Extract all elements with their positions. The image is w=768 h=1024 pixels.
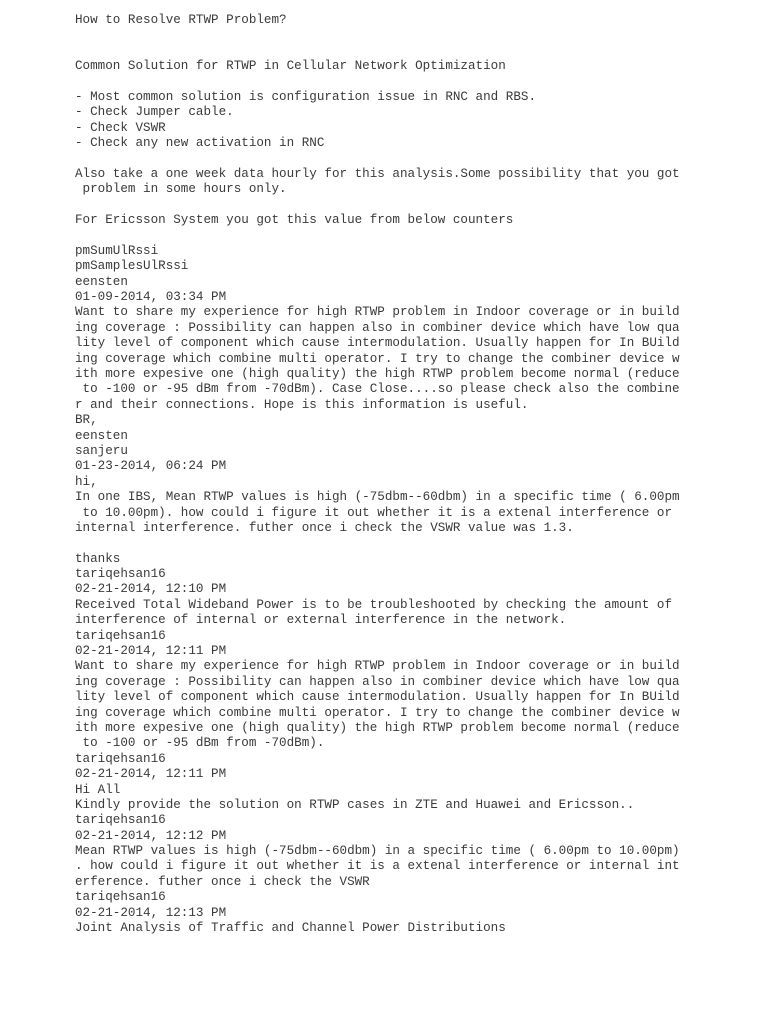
text-line bbox=[75, 198, 755, 213]
text-line: Common Solution for RTWP in Cellular Network Optimization bbox=[75, 59, 506, 74]
text-line bbox=[75, 536, 755, 551]
text-line: thanks bbox=[75, 551, 121, 566]
text-line: Want to share my experience for high RTWP problem in Indoor coverage or in build bbox=[75, 659, 680, 674]
text-line bbox=[75, 152, 755, 167]
text-line: How to Resolve RTWP Problem? bbox=[75, 13, 287, 27]
text-line: ing coverage : Possibility can happen also in combiner device which have low qua bbox=[75, 320, 680, 335]
text-line: Mean RTWP values is high (-75dbm--60dbm) in a specific time ( 6.00pm to 10.00pm) bbox=[75, 844, 680, 859]
text-line: 02-21-2014, 12:13 PM bbox=[75, 905, 227, 920]
text-line: lity level of component which cause intermodulation. Usually happen for In BUild bbox=[75, 690, 680, 705]
text-line: tariqehsan16 bbox=[75, 567, 166, 582]
text-line: - Most common solution is configuration issue in RNC and RBS. bbox=[75, 89, 537, 104]
text-line: 02-21-2014, 12:11 PM bbox=[75, 767, 227, 782]
text-line: - Check VSWR bbox=[75, 120, 166, 135]
text-line: 02-21-2014, 12:12 PM bbox=[75, 828, 227, 843]
text-line: Kindly provide the solution on RTWP cases in ZTE and Huawei and Ericsson.. bbox=[75, 797, 635, 812]
text-line: 01-23-2014, 06:24 PM bbox=[75, 459, 227, 474]
text-line: BR, bbox=[75, 413, 98, 428]
text-line: ith more expesive one (high quality) the high RTWP problem become normal (reduce bbox=[75, 366, 680, 381]
text-line: tariqehsan16 bbox=[75, 751, 166, 766]
text-line bbox=[75, 75, 755, 90]
text-line: For Ericsson System you got this value from below counters bbox=[75, 213, 514, 228]
text-line: eensten bbox=[75, 274, 128, 289]
text-line: Joint Analysis of Traffic and Channel Power Distributions bbox=[75, 921, 506, 936]
text-line: ing coverage : Possibility can happen also in combiner device which have low qua bbox=[75, 674, 680, 689]
text-line: erference. futher once i check the VSWR bbox=[75, 874, 370, 889]
text-line: hi, bbox=[75, 474, 98, 489]
text-line: 02-21-2014, 12:11 PM bbox=[75, 644, 227, 659]
text-line: pmSumUlRssi bbox=[75, 243, 159, 258]
text-line: ing coverage which combine multi operator. I try to change the combiner device w bbox=[75, 705, 680, 720]
text-line: Hi All bbox=[75, 782, 121, 797]
text-line: Received Total Wideband Power is to be troubleshooted by checking the amount of bbox=[75, 597, 673, 612]
text-line: tariqehsan16 bbox=[75, 890, 166, 905]
text-line: 01-09-2014, 03:34 PM bbox=[75, 290, 227, 305]
text-line: r and their connections. Hope is this information is useful. bbox=[75, 397, 529, 412]
text-line: internal interference. futher once i check the VSWR value was 1.3. bbox=[75, 520, 574, 535]
text-line: - Check any new activation in RNC bbox=[75, 136, 325, 151]
text-line bbox=[75, 28, 755, 43]
text-line: 02-21-2014, 12:10 PM bbox=[75, 582, 227, 597]
text-line: . how could i figure it out whether it is a extenal interference or internal int bbox=[75, 859, 680, 874]
text-line: - Check Jumper cable. bbox=[75, 105, 234, 120]
text-line: lity level of component which cause intermodulation. Usually happen for In BUild bbox=[75, 336, 680, 351]
text-line bbox=[75, 44, 755, 59]
text-line: to -100 or -95 dBm from -70dBm). Case Close....so please check also the combine bbox=[75, 382, 680, 397]
text-line: to -100 or -95 dBm from -70dBm). bbox=[75, 736, 325, 751]
text-line: tariqehsan16 bbox=[75, 813, 166, 828]
document-body bbox=[75, 13, 755, 936]
text-line: tariqehsan16 bbox=[75, 628, 166, 643]
text-line: Also take a one week data hourly for this analysis.Some possibility that you got bbox=[75, 166, 680, 181]
text-line: interference of internal or external interference in the network. bbox=[75, 613, 567, 628]
text-line: to 10.00pm). how could i figure it out whether it is a extenal interference or bbox=[75, 505, 673, 520]
text-line bbox=[75, 228, 755, 243]
text-line: problem in some hours only. bbox=[75, 182, 287, 197]
text-line: ith more expesive one (high quality) the high RTWP problem become normal (reduce bbox=[75, 720, 680, 735]
text-line: sanjeru bbox=[75, 443, 128, 458]
text-line: ing coverage which combine multi operator. I try to change the combiner device w bbox=[75, 351, 680, 366]
text-line: pmSamplesUlRssi bbox=[75, 259, 189, 274]
text-line: Want to share my experience for high RTWP problem in Indoor coverage or in build bbox=[75, 305, 680, 320]
text-line: In one IBS, Mean RTWP values is high (-75dbm--60dbm) in a specific time ( 6.00pm bbox=[75, 490, 680, 505]
text-line: eensten bbox=[75, 428, 128, 443]
